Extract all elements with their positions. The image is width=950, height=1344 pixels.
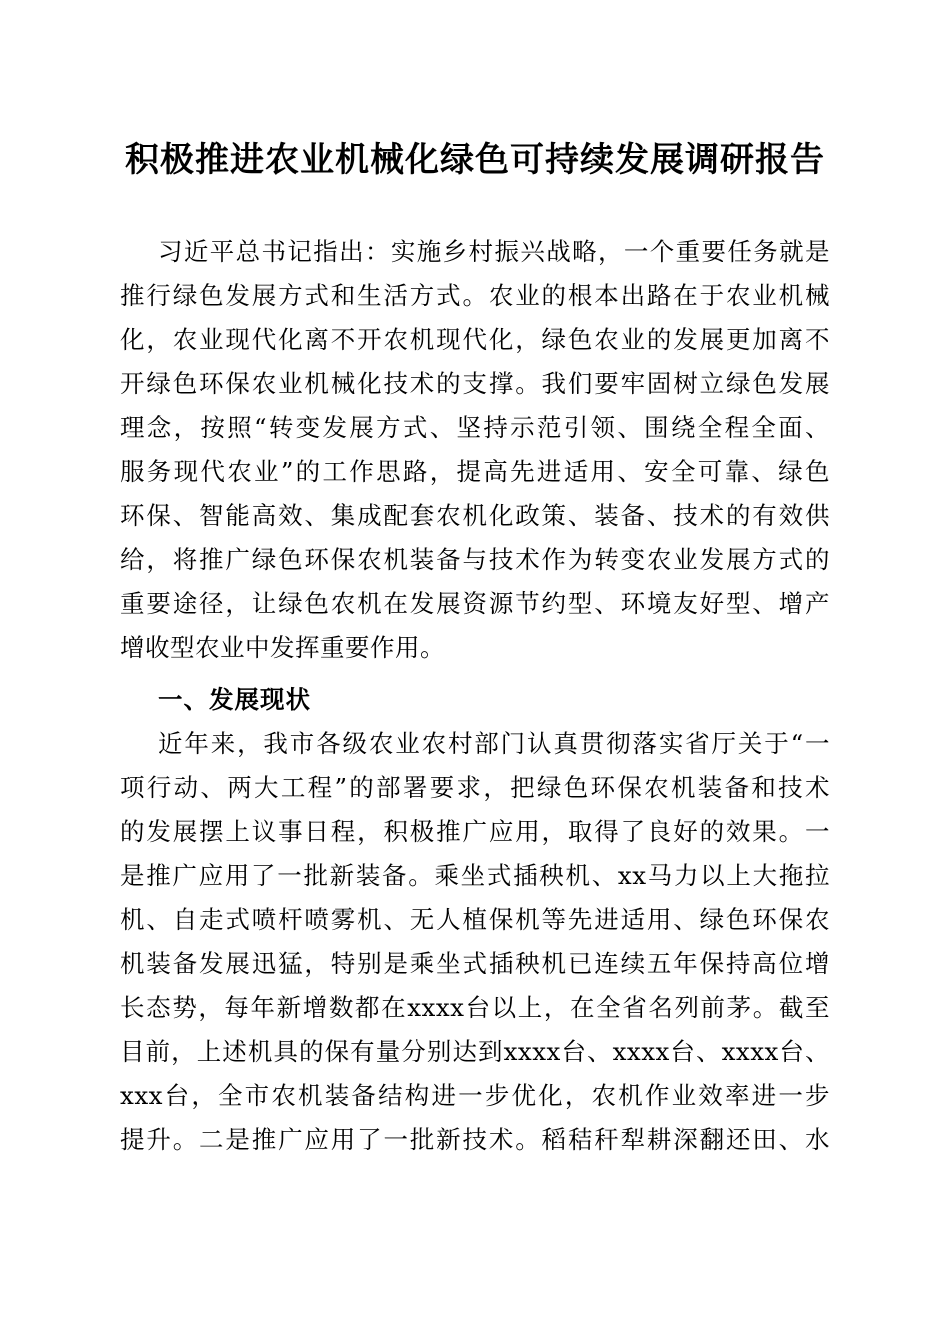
section1-line: 项行动、两大工程”的部署要求，把绿色环保农机装备和技术 xyxy=(120,773,830,802)
section1-line: 提升。二是推广应用了一批新技术。稻秸秆犁耕深翻还田、水 xyxy=(120,1125,830,1154)
section1-line: 近年来，我市各级农业农村部门认真贯彻落实省厅关于“一 xyxy=(158,729,830,758)
intro-line: 环保、智能高效、集成配套农机化政策、装备、技术的有效供 xyxy=(120,501,830,530)
section1-line: 的发展摆上议事日程，积极推广应用，取得了良好的效果。一 xyxy=(120,817,830,846)
document-title: 积极推进农业机械化绿色可持续发展调研报告 xyxy=(125,140,825,180)
intro-line: 重要途径，让绿色农机在发展资源节约型、环境友好型、增产 xyxy=(120,589,830,618)
intro-line: 推行绿色发展方式和生活方式。农业的根本出路在于农业机械 xyxy=(120,281,830,310)
section1-line: 是推广应用了一批新装备。乘坐式插秧机、xx马力以上大拖拉 xyxy=(120,861,830,890)
intro-line: 理念，按照“转变发展方式、坚持示范引领、围绕全程全面、 xyxy=(120,413,830,442)
section1-line: 机装备发展迅猛，特别是乘坐式插秧机已连续五年保持高位增 xyxy=(120,949,830,978)
section1-line: 长态势，每年新增数都在xxxx台以上，在全省名列前茅。截至 xyxy=(120,993,830,1022)
intro-line: 增收型农业中发挥重要作用。 xyxy=(120,633,445,662)
section-heading: 一、发展现状 xyxy=(158,685,311,714)
intro-line: 服务现代农业”的工作思路，提高先进适用、安全可靠、绿色 xyxy=(120,457,830,486)
intro-line: 开绿色环保农业机械化技术的支撑。我们要牢固树立绿色发展 xyxy=(120,369,830,398)
section1-line: xxx台，全市农机装备结构进一步优化，农机作业效率进一步 xyxy=(120,1081,830,1110)
section1-line: 目前，上述机具的保有量分别达到xxxx台、xxxx台、xxxx台、 xyxy=(120,1037,830,1066)
intro-line: 化，农业现代化离不开农机现代化，绿色农业的发展更加离不 xyxy=(120,325,830,354)
section1-line: 机、自走式喷杆喷雾机、无人植保机等先进适用、绿色环保农 xyxy=(120,905,830,934)
intro-line: 给，将推广绿色环保农机装备与技术作为转变农业发展方式的 xyxy=(120,545,830,574)
intro-line: 习近平总书记指出：实施乡村振兴战略，一个重要任务就是 xyxy=(158,237,830,266)
